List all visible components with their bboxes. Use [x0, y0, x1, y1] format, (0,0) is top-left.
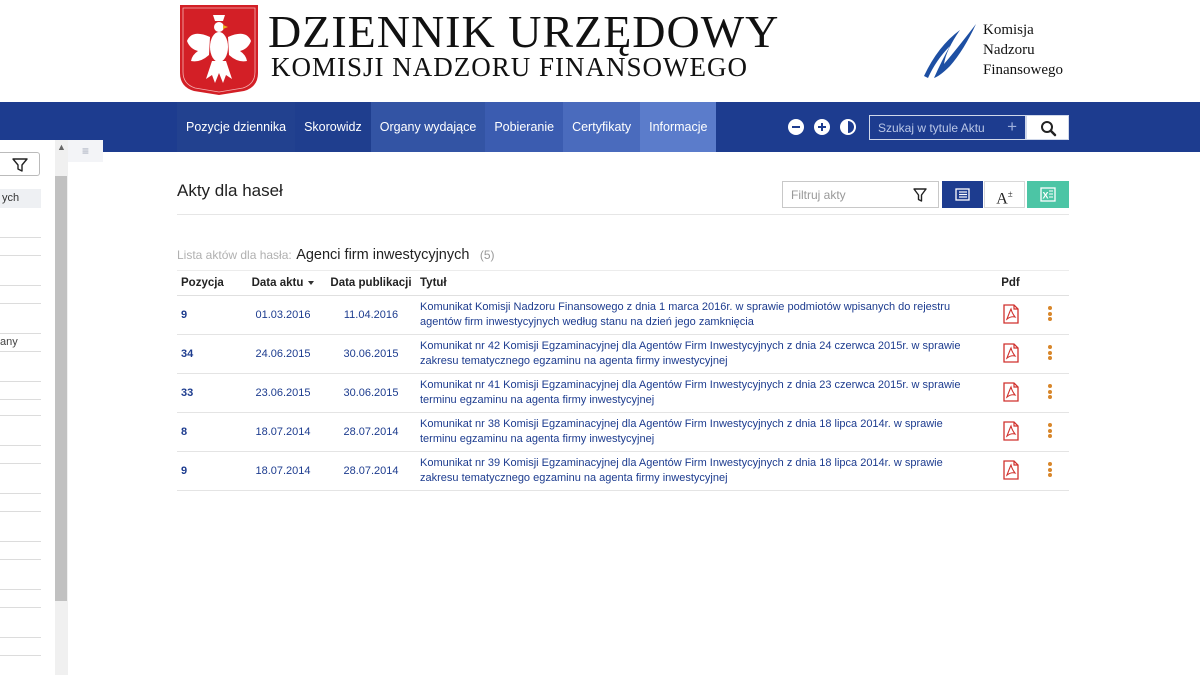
row-menu-kebab-icon[interactable]: [1048, 461, 1052, 479]
knf-line-3: Finansowego: [983, 62, 1063, 78]
accessibility-tools: [788, 119, 856, 135]
cell-menu: [1031, 374, 1069, 413]
cell-pdf: [990, 296, 1031, 335]
contrast-icon[interactable]: [840, 119, 856, 135]
site-header: [0, 0, 1200, 102]
advanced-search-plus-icon[interactable]: +: [1007, 117, 1017, 136]
list-caption: [177, 246, 495, 264]
sidebar-divider: [0, 589, 41, 590]
sidebar-divider: [0, 399, 41, 400]
table-row[interactable]: [177, 296, 1069, 335]
sidebar-scrollbar-thumb[interactable]: [55, 176, 67, 601]
nav-item-skorowidz[interactable]: Skorowidz: [295, 102, 371, 152]
export-excel-button[interactable]: [1027, 181, 1069, 208]
journal-subtitle: KOMISJI NADZORU FINANSOWEGO: [271, 52, 748, 82]
cell-pozycja[interactable]: 9: [177, 452, 244, 491]
cell-data-aktu: 23.06.2015: [244, 374, 322, 413]
col-header-pozycja-label: Pozycja: [181, 277, 224, 289]
row-menu-kebab-icon[interactable]: [1048, 344, 1052, 362]
sidebar-divider: [0, 493, 41, 494]
col-header-tytul[interactable]: [420, 271, 990, 296]
col-header-data-publikacji[interactable]: [322, 271, 420, 296]
main-nav: [0, 102, 1200, 152]
cell-pdf: [990, 452, 1031, 491]
cell-tytul-link[interactable]: Komunikat nr 41 Komisji Egzaminacyjnej dla Agentów Firm Inwestycyjnych z dnia 23 czerwca 2015r. w sprawie terminu egzaminu na agenta firmy inwestycyjnej: [420, 374, 990, 413]
list-caption-term: Agenci firm inwestycyjnych: [296, 247, 470, 263]
sidebar-divider: [0, 415, 41, 416]
cell-pdf: [990, 335, 1031, 374]
polish-eagle-emblem: [178, 3, 260, 95]
cell-pozycja[interactable]: 33: [177, 374, 244, 413]
cell-data-publikacji: 28.07.2014: [322, 413, 420, 452]
row-menu-kebab-icon[interactable]: [1048, 422, 1052, 440]
font-size-superscript-icon: ±: [1007, 189, 1013, 199]
cell-data-aktu: 01.03.2016: [244, 296, 322, 335]
table-header-row: [177, 271, 1069, 296]
sidebar-divider: [0, 463, 41, 464]
list-view-button[interactable]: [942, 181, 983, 208]
scroll-up-arrow-icon[interactable]: ▲: [57, 142, 66, 152]
table-row[interactable]: [177, 335, 1069, 374]
col-header-pdf-label: Pdf: [1001, 277, 1020, 289]
table-row[interactable]: [177, 452, 1069, 491]
cell-menu: [1031, 452, 1069, 491]
sidebar-divider: [0, 637, 41, 638]
cell-pdf: [990, 374, 1031, 413]
table-row[interactable]: [177, 413, 1069, 452]
nav-item-certyfikaty[interactable]: Certyfikaty: [563, 102, 640, 152]
left-sidebar-panel: [0, 140, 68, 675]
row-menu-kebab-icon[interactable]: [1048, 305, 1052, 323]
zoom-out-icon[interactable]: [788, 119, 804, 135]
row-menu-kebab-icon[interactable]: [1048, 383, 1052, 401]
col-header-pdf: [990, 271, 1031, 296]
col-header-pozycja[interactable]: [177, 271, 244, 296]
font-size-icon: A: [996, 190, 1008, 208]
sidebar-divider: [0, 351, 41, 352]
sidebar-divider: [0, 255, 41, 256]
page-title: Akty dla haseł: [177, 181, 283, 200]
journal-title: DZIENNIK URZĘDOWY: [268, 6, 780, 57]
cell-tytul-link[interactable]: Komunikat Komisji Nadzoru Finansowego z dnia 1 marca 2016r. w sprawie podmiotów wpisanych do rejestru agentów firm inwestycyjnych według stanu na dzień jego zamknięcia: [420, 296, 990, 335]
search-button[interactable]: [1026, 115, 1069, 140]
sidebar-divider: [0, 607, 41, 608]
zoom-in-icon[interactable]: [814, 119, 830, 135]
cell-pdf: [990, 413, 1031, 452]
sidebar-divider: [0, 303, 41, 304]
col-header-menu: [1031, 271, 1069, 296]
cell-data-publikacji: 11.04.2016: [322, 296, 420, 335]
filter-icon: [0, 153, 40, 177]
cell-menu: [1031, 296, 1069, 335]
font-size-button[interactable]: [984, 181, 1025, 208]
cell-pozycja[interactable]: 34: [177, 335, 244, 374]
acts-table: [177, 270, 1069, 491]
sidebar-divider: [0, 285, 41, 286]
sidebar-divider: [0, 541, 41, 542]
pdf-icon[interactable]: [1002, 460, 1020, 480]
col-header-data-aktu-label: Data aktu: [251, 277, 304, 289]
nav-item-pobieranie[interactable]: Pobieranie: [485, 102, 563, 152]
excel-icon: [1027, 181, 1069, 208]
pdf-icon[interactable]: [1002, 421, 1020, 441]
cell-data-aktu: 24.06.2015: [244, 335, 322, 374]
sidebar-selected-item[interactable]: ych: [0, 189, 41, 208]
acts-filter-input[interactable]: [783, 182, 903, 207]
pdf-icon[interactable]: [1002, 382, 1020, 402]
pdf-icon[interactable]: [1002, 304, 1020, 324]
cell-tytul-link[interactable]: Komunikat nr 39 Komisji Egzaminacyjnej dla Agentów Firm Inwestycyjnych z dnia 18 lipca 2014r. w sprawie zakresu tematycznego egzaminu na agenta firmy inwestycyjnej: [420, 452, 990, 491]
knf-logo-icon: [920, 20, 980, 82]
cell-pozycja[interactable]: 9: [177, 296, 244, 335]
cell-data-aktu: 18.07.2014: [244, 452, 322, 491]
sidebar-filter-button[interactable]: [0, 152, 40, 176]
title-divider: [177, 214, 1069, 215]
sidebar-item-label[interactable]: any: [0, 336, 18, 348]
col-header-data-aktu[interactable]: [244, 271, 322, 296]
title-search-box: [869, 115, 1026, 140]
list-view-icon: [942, 181, 983, 208]
sidebar-divider: [0, 333, 41, 334]
cell-data-publikacji: 28.07.2014: [322, 452, 420, 491]
acts-filter-box: [782, 181, 939, 208]
cell-menu: [1031, 335, 1069, 374]
sidebar-divider: [0, 559, 41, 560]
cell-data-publikacji: 30.06.2015: [322, 374, 420, 413]
list-caption-label: Lista aktów dla hasła:: [177, 248, 292, 262]
sidebar-divider: [0, 381, 41, 382]
cell-menu: [1031, 413, 1069, 452]
search-icon: [1027, 116, 1070, 141]
list-caption-count: (5): [479, 248, 495, 262]
knf-line-1: Komisja: [983, 22, 1034, 38]
nav-item-informacje[interactable]: Informacje: [640, 102, 716, 152]
knf-line-2: Nadzoru: [983, 42, 1035, 58]
cell-tytul-link[interactable]: Komunikat nr 38 Komisji Egzaminacyjnej dla Agentów Firm Inwestycyjnych z dnia 18 lipca 2014r. w sprawie terminu egzaminu na agenta firmy inwestycyjnej: [420, 413, 990, 452]
sidebar-divider: [0, 237, 41, 238]
col-header-data-publikacji-label: Data publikacji: [330, 277, 412, 289]
col-header-tytul-label: Tytuł: [420, 277, 447, 289]
nav-items: [177, 102, 716, 152]
sidebar-divider: [0, 445, 41, 446]
title-search-input[interactable]: [870, 116, 995, 139]
svg-text:X: X: [1042, 190, 1049, 201]
cell-data-aktu: 18.07.2014: [244, 413, 322, 452]
sidebar-toggle-menu-icon[interactable]: ≡: [68, 140, 103, 162]
pdf-icon[interactable]: [1002, 343, 1020, 363]
nav-item-organy-wydajace[interactable]: Organy wydające: [371, 102, 486, 152]
table-row[interactable]: [177, 374, 1069, 413]
nav-item-pozycje-dziennika[interactable]: Pozycje dziennika: [177, 102, 295, 152]
knf-logo-text: [983, 20, 1063, 80]
cell-data-publikacji: 30.06.2015: [322, 335, 420, 374]
cell-tytul-link[interactable]: Komunikat nr 42 Komisji Egzaminacyjnej dla Agentów Firm Inwestycyjnych z dnia 24 czerwca 2015r. w sprawie zakresu tematycznego egzaminu na agenta firmy inwestycyjnej: [420, 335, 990, 374]
sidebar-divider: [0, 511, 41, 512]
cell-pozycja[interactable]: 8: [177, 413, 244, 452]
filter-icon[interactable]: [912, 187, 928, 203]
sort-desc-icon: [308, 281, 314, 285]
sidebar-divider: [0, 655, 41, 656]
